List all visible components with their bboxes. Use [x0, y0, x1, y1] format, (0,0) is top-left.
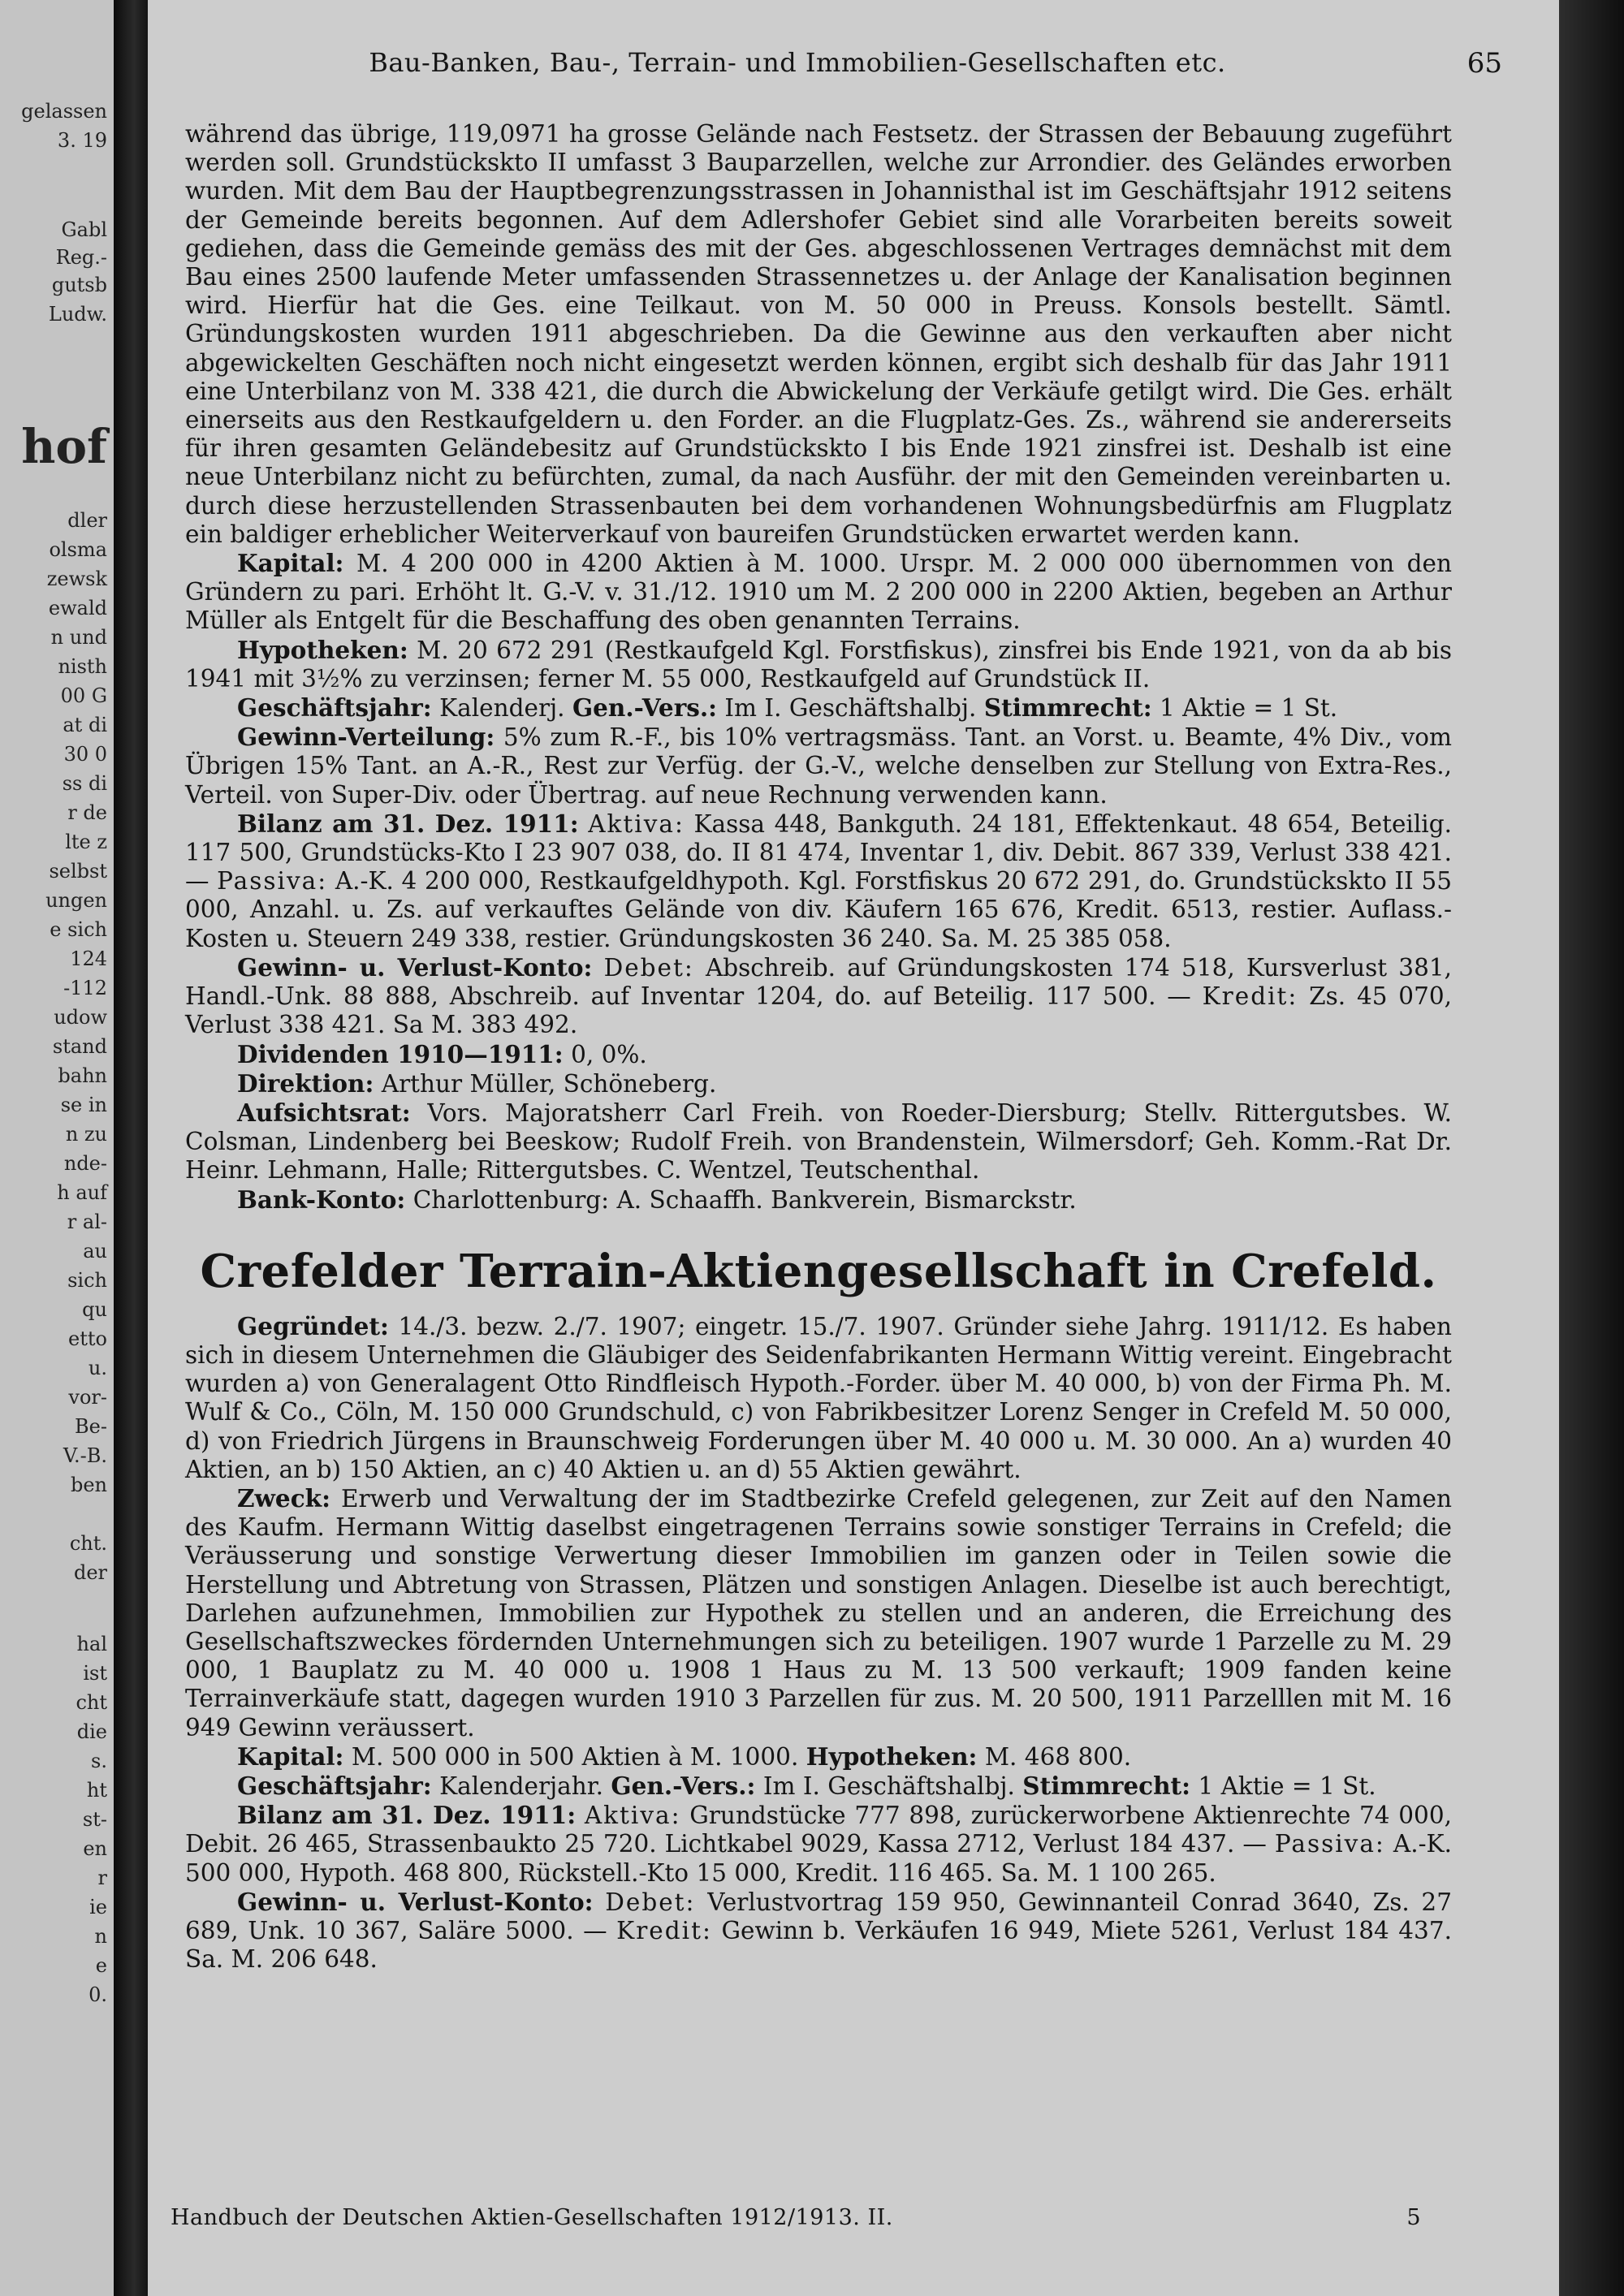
footer-title: Handbuch der Deutschen Aktien-Gesellschaften 1912/1913. II.	[171, 2205, 893, 2230]
previous-page-fragment: r al-	[67, 1211, 107, 1233]
section2-gewinn-verlust: Gewinn- u. Verlust-Konto: Debet: Verlustvortrag 159 950, Gewinnanteil Conrad 3640, Zs. 27 689, Unk. 10 367, Saläre 5000. — Kredit: Gewinn b. Verkäufen 16 949, Miete 5261, Verlust 184 437. Sa. M. 206 648.	[185, 1887, 1452, 1974]
previous-page-fragment: qu	[82, 1298, 107, 1321]
previous-page-fragment: udow	[54, 1006, 107, 1029]
signature-mark: 5	[1406, 2205, 1421, 2230]
previous-page-fragment: Reg.-	[55, 246, 107, 269]
previous-page-fragment: ist	[83, 1662, 107, 1685]
previous-page-fragment: u.	[88, 1357, 107, 1379]
previous-page-fragment: 0.	[89, 1983, 107, 2006]
previous-page-fragment: hal	[76, 1633, 107, 1655]
previous-page-fragment: cht.	[69, 1532, 107, 1555]
section1-bank-konto: Bank-Konto: Charlottenburg: A. Schaaffh. Bankverein, Bismarckstr.	[237, 1185, 1077, 1214]
section1-geschaeftsjahr: Geschäftsjahr: Kalenderj. Gen.-Vers.: Im I. Geschäftshalbj. Stimmrecht: 1 Aktie = 1 St.	[237, 693, 1338, 723]
previous-page-fragment: e	[95, 1954, 107, 1977]
section1-intro: während das übrige, 119,0971 ha grosse Gelände nach Festsetz. der Strassen der Bebauung zugeführt werden soll. Grundstückskto II umfasst 3 Bauparzellen, welche zur Arrondier. des Geländes erworben wurden. Mit dem Bau der Hauptbegrenzungsstrassen in Johannisthal ist im Geschäftsjahr 1912 seitens der Gemeinde bereits begonnen. Auf dem Adlershofer Gebiet sind alle Vorarbeiten bereits soweit gediehen, dass die Gemeinde gemäss des mit der Ges. abgeschlossenen Vertrages demnächst mit dem Bau eines 2500 laufende Meter umfassenden Strassennetzes u. der Anlage der Kanalisation beginnen wird. Hierfür hat die Ges. eine Teilkaut. von M. 50 000 in Preuss. Konsols bestellt. Sämtl. Gründungskosten wurden 1911 abgeschrieben. Da die Gewinne aus den verkauften aber nicht abgewickelten Geschäften noch nicht eingesetzt werden können, ergibt sich deshalb für das Jahr 1911 eine Unterbilanz von M. 338 421, die durch die Abwickelung der Verkäufe getilgt wird. Die Ges. erhält einerseits aus den Restkaufgeldern u. den Forder. an die Flugplatz-Ges. Zs., während sie andererseits für ihren gesamten Geländebesitz auf Grundstückskto I bis Ende 1921 zinsfrei ist. Deshalb ist eine neue Unterbilanz nicht zu befürchten, zumal, da nach Ausführ. der mit den Gemeinden vereinbarten u. durch diese herzustellenden Strassenbauten bei dem vorhandenen Wohnungsbedürfnis am Flugplatz ein baldiger erheblicher Weiterverkauf von baureifen Grundstücken erwartet werden kann.	[185, 120, 1452, 548]
previous-page-fragment: sich	[67, 1269, 107, 1292]
book-gutter	[114, 0, 148, 2296]
previous-page-fragment: Be-	[75, 1415, 107, 1438]
previous-page-fragment: nisth	[58, 655, 107, 678]
previous-page-fragment: n zu	[65, 1123, 107, 1146]
previous-page-fragment: die	[76, 1720, 107, 1743]
previous-page-fragment: selbst	[49, 860, 107, 883]
previous-page-fragment: stand	[52, 1035, 107, 1058]
previous-page-fragment: s.	[91, 1750, 107, 1772]
previous-page-fragment: n und	[50, 626, 107, 649]
previous-page-fragment: bahn	[58, 1064, 107, 1087]
previous-page-fragment: se in	[60, 1094, 107, 1116]
previous-page-fragment: 124	[70, 947, 107, 970]
previous-page-fragment: au	[83, 1240, 107, 1262]
company-title: Crefelder Terrain-Aktiengesellschaft in Crefeld.	[200, 1244, 1437, 1298]
running-header: Bau-Banken, Bau-, Terrain- und Immobilien-Gesellschaften etc.	[369, 47, 1226, 78]
previous-page-fragment: V.-B.	[63, 1444, 107, 1467]
page-content	[185, 120, 1452, 1974]
previous-page-fragment: at di	[63, 714, 107, 736]
section1-aufsichtsrat: Aufsichtsrat: Vors. Majoratsherr Carl Freih. von Roeder-Diersburg; Stellv. Rittergutsbes. W. Colsman, Lindenberg bei Beeskow; Rudolf Freih. von Brandenstein, Wilmersdorf; Geh. Komm.-Rat Dr. Heinr. Lehmann, Halle; Rittergutsbes. C. Wentzel, Teutschenthal.	[185, 1098, 1452, 1185]
section1-gewinn-verlust: Gewinn- u. Verlust-Konto: Debet: Abschreib. auf Gründungskosten 174 518, Kursverlust 381, Handl.-Unk. 88 888, Abschreib. auf Inventar 1204, do. auf Beteilig. 117 500. — Kredit: Zs. 45 070, Verlust 338 421. Sa M. 383 492.	[185, 952, 1452, 1039]
previous-page-fragment: e sich	[50, 918, 107, 941]
previous-page-fragment: en	[83, 1837, 107, 1860]
previous-page-fragment: hof	[21, 419, 107, 474]
previous-page-fragment: -112	[63, 977, 107, 999]
previous-page-fragment: ss di	[62, 772, 107, 795]
previous-page-fragment: r de	[67, 801, 107, 824]
previous-page-fragment: etto	[68, 1327, 107, 1350]
section2-kapital: Kapital: M. 500 000 in 500 Aktien à M. 1000. Hypotheken: M. 468 800.	[237, 1741, 1132, 1771]
previous-page-fragment: cht	[76, 1691, 107, 1714]
section1-direktion: Direktion: Arthur Müller, Schöneberg.	[237, 1068, 717, 1098]
section1-bilanz: Bilanz am 31. Dez. 1911: Aktiva: Kassa 448, Bankguth. 24 181, Effektenkaut. 48 654, Beteilig. 117 500, Grundstücks-Kto I 23 907 038, do. II 81 474, Inventar 1, div. Debit. 867 339, Verlust 338 421. — Passiva: A.-K. 4 200 000, Restkaufgeldhypoth. Kgl. Forstfiskus 20 672 291, do. Grundstückskto II 55 000, Anzahl. u. Zs. auf verkauftes Gelände von div. Käufern 165 676, Kredit. 6513, restier. Auflass.-Kosten u. Steuern 249 338, restier. Gründungskosten 36 240. Sa. M. 25 385 058.	[185, 809, 1452, 952]
previous-page-fragment: n	[94, 1925, 107, 1948]
previous-page-fragment: 3. 19	[57, 129, 107, 152]
book-page	[148, 0, 1559, 2296]
section2-gegruendet: Gegründet: 14./3. bezw. 2./7. 1907; eingetr. 15./7. 1907. Gründer siehe Jahrg. 1911/12. Es haben sich in diesem Unternehmen die Gläubiger des Seidenfabrikanten Hermann Wittig vereint. Eingebracht wurden a) von Generalagent Otto Rindfleisch Hypoth.-Forder. über M. 40 000, b) von der Firma Ph. M. Wulf & Co., Cöln, M. 150 000 Grundschuld, c) von Fabrikbesitzer Lorenz Senger in Crefeld M. 50 000, d) von Friedrich Jürgens in Braunschweig Forderungen über M. 40 000 u. M. 30 000. An a) wurden 40 Aktien, an b) 150 Aktien, an c) 40 Aktien u. an d) 55 Aktien gewährt.	[185, 1311, 1452, 1483]
section1-gewinn-verteilung: Gewinn-Verteilung: 5% zum R.-F., bis 10% vertragsmäss. Tant. an Vorst. u. Beamte, 4% Div., vom Übrigen 15% Tant. an A.-R., Rest zur Verfüg. der G.-V., welche denselben zur Stellung von Extra-Res., Verteil. von Super-Div. oder Übertrag. auf neue Rechnung verwenden kann.	[185, 723, 1452, 809]
page-number: 65	[1466, 47, 1502, 80]
previous-page-fragment: h auf	[57, 1181, 107, 1204]
previous-page-fragment: olsma	[49, 538, 107, 561]
section1-kapital: Kapital: M. 4 200 000 in 4200 Aktien à M. 1000. Urspr. M. 2 000 000 übernommen von den Gründern zu pari. Erhöht lt. G.-V. v. 31./12. 1910 um M. 2 200 000 in 2200 Aktien, begeben an Arthur Müller als Entgelt für die Beschaffung des oben genannten Terrains.	[185, 549, 1452, 635]
section1-hypotheken: Hypotheken: M. 20 672 291 (Restkaufgeld Kgl. Forstfiskus), zinsfrei bis Ende 1921, von da ab bis 1941 mit 3½% zu verzinsen; ferner M. 55 000, Restkaufgeld auf Grundstück II.	[185, 635, 1452, 693]
section2-geschaeftsjahr: Geschäftsjahr: Kalenderjahr. Gen.-Vers.: Im I. Geschäftshalbj. Stimmrecht: 1 Aktie = 1 St.	[237, 1771, 1376, 1800]
section2-zweck: Zweck: Erwerb und Verwaltung der im Stadtbezirke Crefeld gelegenen, zur Zeit auf den Namen des Kaufm. Hermann Wittig daselbst eingetragenen Terrains sowie sonstiger Terrains in Crefeld; die Veräusserung und sonstige Verwertung dieser Immobilien im ganzen oder in Teilen sowie die Herstellung und Abtretung von Strassen, Plätzen und sonstigen Anlagen. Dieselbe ist auch berechtigt, Darlehen aufzunehmen, Immobilien zur Hypothek zu stellen und an anderen, die Erreichung des Gesellschaftszweckes fördernden Unternehmungen sich zu beteiligen. 1907 wurde 1 Parzelle zu M. 29 000, 1 Bauplatz zu M. 40 000 u. 1908 1 Haus zu M. 13 500 verkauft; 1909 fanden keine Terrainverkäufe statt, dagegen wurden 1910 3 Parzellen für zus. M. 20 500, 1911 Parzelllen mit M. 16 949 Gewinn veräussert.	[185, 1483, 1452, 1741]
section2-bilanz: Bilanz am 31. Dez. 1911: Aktiva: Grundstücke 777 898, zurückerworbene Aktienrechte 74 000, Debit. 26 465, Strassenbaukto 25 720. Lichtkabel 9029, Kassa 2712, Verlust 184 437. — Passiva: A.-K. 500 000, Hypoth. 468 800, Rückstell.-Kto 15 000, Kredit. 116 465. Sa. M. 1 100 265.	[185, 1801, 1452, 1887]
previous-page-fragment: ben	[70, 1474, 107, 1496]
previous-page-fragment: lte z	[65, 831, 107, 853]
previous-page-fragment: nde-	[63, 1152, 107, 1175]
previous-page-fragment: Gabl	[61, 218, 107, 241]
previous-page-fragment: 00 G	[60, 684, 107, 707]
previous-page-fragment: Ludw.	[48, 303, 107, 326]
previous-page-fragment: gelassen	[21, 100, 107, 123]
previous-page-fragment: st-	[82, 1808, 107, 1831]
previous-page-fragment: der	[73, 1561, 107, 1584]
previous-page-fragment: gutsb	[51, 274, 107, 296]
page-footer	[171, 2205, 1421, 2230]
previous-page-fragment: r	[97, 1867, 107, 1889]
previous-page-fragment: ewald	[48, 597, 107, 619]
previous-page-fragment: ht	[86, 1779, 107, 1802]
section1-dividenden: Dividenden 1910—1911: 0, 0%.	[237, 1039, 647, 1068]
previous-page-fragment: ie	[89, 1896, 107, 1918]
previous-page-fragment: zewsk	[46, 568, 107, 590]
previous-page-fragment: vor-	[68, 1386, 107, 1409]
previous-page-fragment: 30 0	[63, 743, 107, 766]
right-page-edge	[1559, 0, 1624, 2296]
previous-page-fragment: dler	[67, 509, 107, 532]
previous-page-edge	[0, 0, 114, 2296]
previous-page-fragment: ungen	[45, 889, 107, 912]
